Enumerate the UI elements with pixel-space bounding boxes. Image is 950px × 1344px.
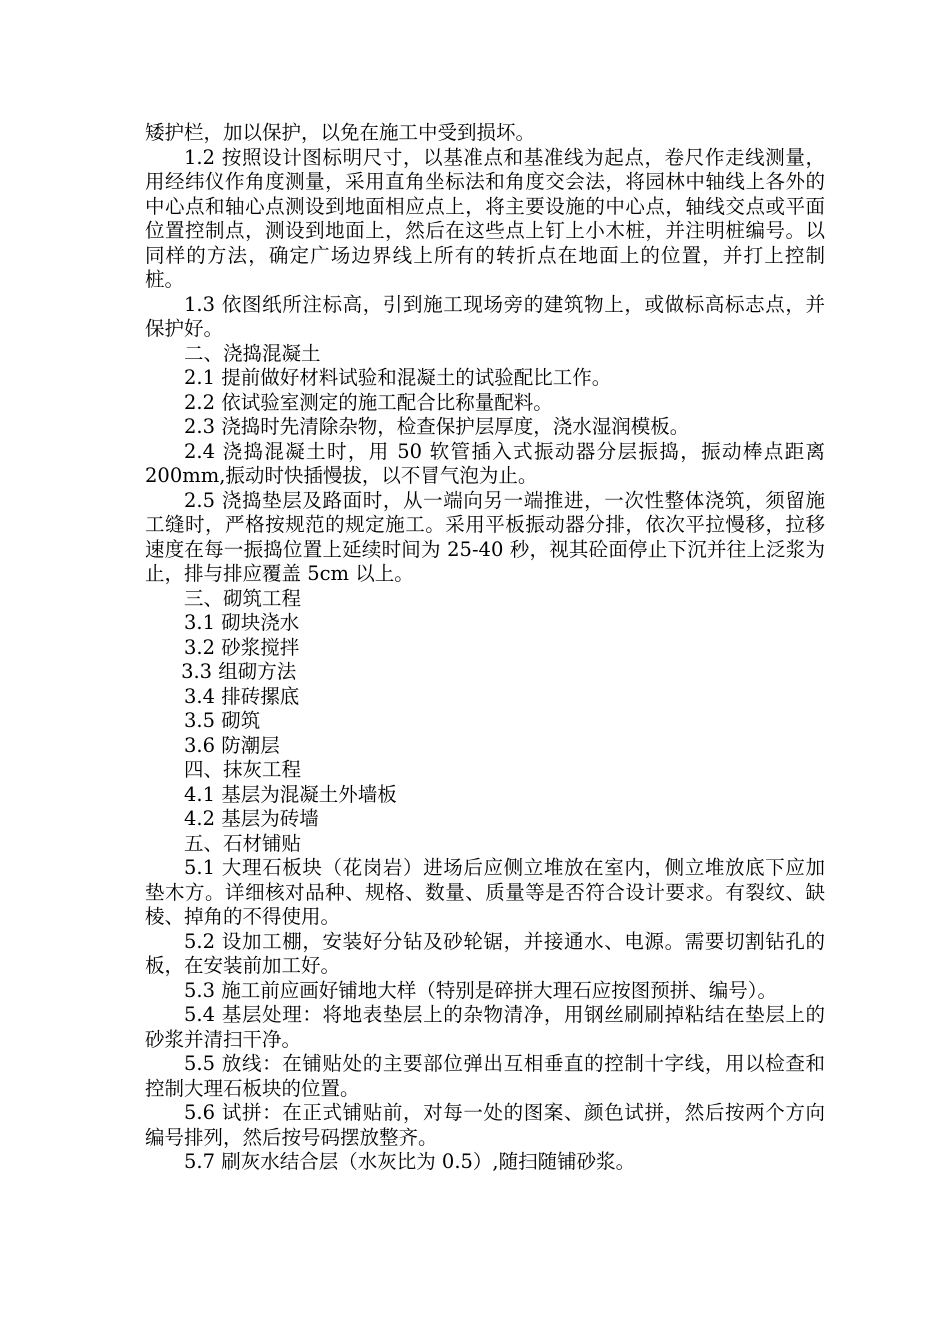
paragraph-5-5: 5.5 放线：在铺贴处的主要部位弹出互相垂直的控制十字线，用以检查和控制大理石板块的位置。 [145, 1052, 825, 1100]
paragraph-5-3: 5.3 施工前应画好铺地大样（特别是碎拼大理石应按图预拼、编号）。 [184, 978, 777, 1002]
section-heading-concrete: 二、浇捣混凝土 [184, 341, 321, 365]
section-heading-plastering: 四、抹灰工程 [184, 758, 302, 781]
paragraph-5-2: 5.2 设加工棚，安装好分钻及砂轮锯，并接通水、电源。需要切割钻孔的板，在安装前加工好。 [145, 929, 825, 977]
paragraph-1-3: 1.3 依图纸所注标高，引到施工现场旁的建筑物上，或做标高标志点，并保护好。 [145, 292, 825, 340]
subitem-3-4: 3.4 排砖摞底 [184, 684, 300, 708]
paragraph-continuation: 矮护栏，加以保护，以免在施工中受到损坏。 [145, 121, 536, 144]
subitem-4-1: 4.1 基层为混凝土外墙板 [184, 782, 397, 806]
subitem-3-1: 3.1 砌块浇水 [184, 611, 300, 634]
paragraph-2-5: 2.5 浇捣垫层及路面时，从一端向另一端推进，一次性整体浇筑，须留施工缝时，严格按规范的规定施工。采用平板振动器分排，依次平拉慢移，拉移速度在每一振捣位置上延续时间为 25-40 秒，视其砼面停止下沉并往上泛浆为止，排与排应覆盖 5cm 以上。 [145, 488, 825, 585]
paragraph-2-4: 2.4 浇捣混凝土时，用 50 软管插入式振动器分层振捣，振动棒点距离 200mm,振动时快插慢拔，以不冒气泡为止。 [145, 439, 825, 487]
subitem-4-2: 4.2 基层为砖墙 [184, 807, 319, 830]
paragraph-5-7: 5.7 刷灰水结合层（水灰比为 0.5）,随扫随铺砂浆。 [184, 1150, 636, 1173]
section-heading-stone-paving: 五、石材铺贴 [184, 831, 302, 855]
paragraph-2-3: 2.3 浇捣时先清除杂物，检查保护层厚度，浇水湿润模板。 [184, 415, 690, 438]
section-heading-masonry: 三、砌筑工程 [184, 586, 302, 610]
paragraph-1-2: 1.2 按照设计图标明尺寸，以基准点和基准线为起点，卷尺作走线测量，用经纬仪作角度测量，采用直角坐标法和角度交会法，将园林中轴线上各外的中心点和轴心点测设到地面相应点上，将主要设施的中心点，轴线交点或平面位置控制点，测设到地面上，然后在这些点上钉上小木桩，并注明桩编号。以同样的方法，确定广场边界线上所有的转折点在地面上的位置，并打上控制桩。 [145, 145, 825, 291]
subitem-3-2: 3.2 砂浆搅拌 [184, 635, 300, 659]
subitem-3-3: 3.3 组砌方法 [181, 660, 297, 683]
paragraph-2-1: 2.1 提前做好材料试验和混凝土的试验配比工作。 [184, 366, 612, 389]
paragraph-5-6: 5.6 试拼：在正式铺贴前，对每一处的图案、颜色试拼，然后按两个方向编号排列，然后按号码摆放整齐。 [145, 1101, 825, 1149]
subitem-3-6: 3.6 防潮层 [184, 733, 280, 757]
paragraph-5-4: 5.4 基层处理：将地表垫层上的杂物清净，用钢丝刷刷掉粘结在垫层上的砂浆并清扫干净。 [145, 1003, 825, 1051]
document-body [145, 121, 825, 1175]
paragraph-5-1: 5.1 大理石板块（花岗岩）进场后应侧立堆放在室内，侧立堆放底下应加垫木方。详细核对品种、规格、数量、质量等是否符合设计要求。有裂纹、缺棱、掉角的不得使用。 [145, 856, 825, 928]
paragraph-2-2: 2.2 依试验室测定的施工配合比称量配料。 [184, 390, 553, 414]
subitem-3-5: 3.5 砌筑 [184, 709, 261, 732]
